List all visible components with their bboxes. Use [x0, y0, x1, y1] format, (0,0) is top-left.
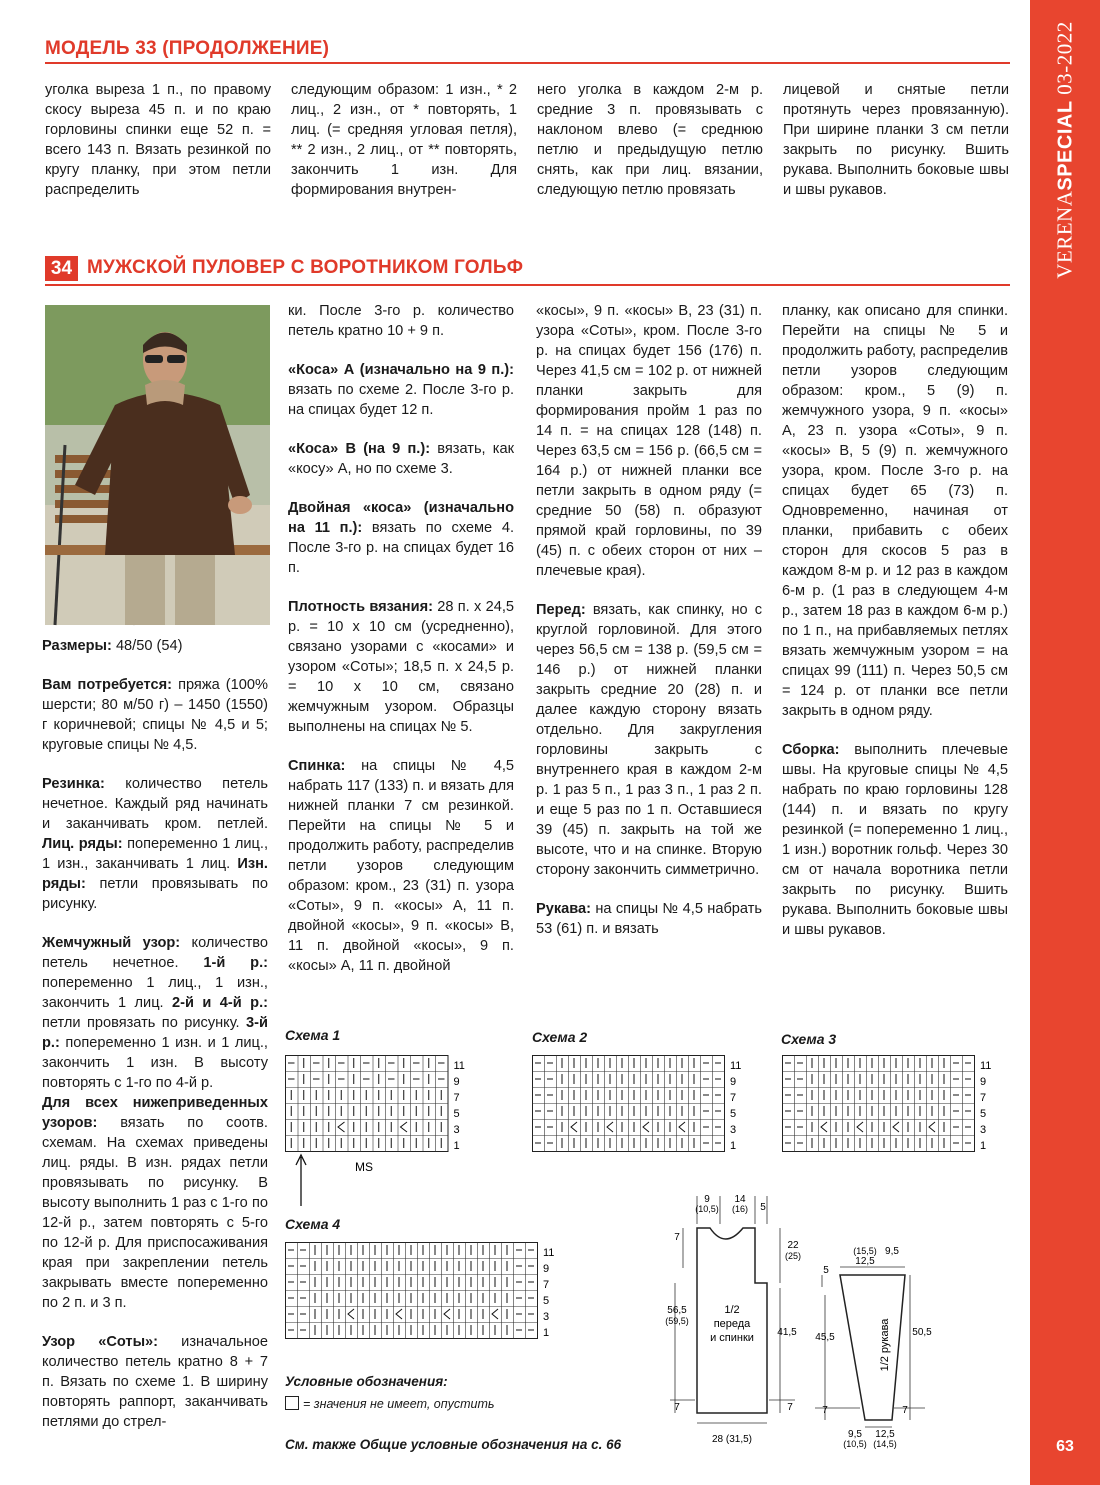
row-number: 7	[453, 1092, 460, 1104]
model-photo	[45, 305, 270, 625]
body-neck-drop: 7	[674, 1232, 680, 1243]
schema-1-label: Схема 1	[285, 1027, 341, 1043]
row-number: 7	[543, 1279, 550, 1291]
sleeve-bottom-left: 9,5	[848, 1429, 862, 1440]
cable-a-text: вязать по схеме 2. После 3-го р. на спицах будет 12 п.	[288, 382, 514, 418]
row-number: 7	[730, 1092, 737, 1104]
schema-3-chart	[782, 1055, 1002, 1165]
seed-r24-label: 2-й и 4-й р.:	[172, 995, 268, 1011]
body-armhole-alt: (25)	[784, 1251, 802, 1261]
row-number: 3	[730, 1124, 737, 1136]
row-number: 11	[980, 1060, 992, 1072]
body-label-3: и спинки	[710, 1332, 754, 1344]
sleeve-left-small: 5	[823, 1265, 829, 1276]
rib-rs-label: Лиц. ряды:	[42, 836, 123, 852]
back-cont: «косы», 9 п. «косы» В, 23 (31) п. узора «Соты», кром. После 3-го р. на спицах будет 156 (176) п. Через 41,5 см = 102 р. от нижней планки закрыть для формирования пройм 1 раз по 14 п. = на спицах 128 (148) п. Через 63,5 см = 156 р. (66,5 см = 164 р.) от нижней планки все петли закрыть в одном ряду (= средние 50 (58) п. образуют прямой край горловины, по 39 (45) п. с обеих сторон от них – плечевые края).	[536, 303, 762, 579]
sleeve-cont: планку, как описано для спинки. Перейти на спицы № 5 и продолжить работу, распределив петли узоров следующим образом: кром., 5 (9) п. жемчужного узора, 9 п. «косы» А, 23 п. узора «Соты», 9 п. «косы» В, 5 (9) п. жемчужного узора, кром. После 3-го р. на спицах будет 65 (73) п. Одновременно, начиная от планки, прибавить с обеих сторон для скосов 5 раз в каждом 8-м р. и 12 раз в каждом 6-м р. (1 раз в следующем 4-м р., затем 18 раз в каждом 6-м р.) по 1 п., на прибавляемых петлях вязать жемчужным узором = на спицах 99 (111) п. Через 50,5 см = 124 р. от планки все петли закрыть в одном ряду.	[782, 303, 1008, 719]
sleeve-label: 1/2 рукава	[879, 1318, 891, 1372]
sleeve-bottom-left-alt: (10,5)	[843, 1439, 867, 1449]
sizes-label: Размеры:	[42, 638, 112, 654]
row-number: 9	[453, 1076, 460, 1088]
legend-title: Условные обозначения:	[285, 1374, 448, 1389]
seed-r3-text: попеременно 1 изн. и 1 лиц., закончить 1 изн. В высоту повторять с 1-го по 4-й р.	[42, 1035, 268, 1091]
row-number: 1	[453, 1140, 460, 1152]
row-number: 5	[453, 1108, 460, 1120]
all-patterns-label: Для всех нижеприведенных узоров:	[42, 1095, 268, 1131]
double-cable-text: вязать по схеме 4. После 3-го р. на спицах будет 16 п.	[288, 520, 514, 576]
column-1	[42, 636, 268, 1432]
row-number: 3	[980, 1124, 987, 1136]
sleeve-text: на спицы № 4,5 набрать 53 (61) п. и вязать	[536, 901, 762, 937]
row-number: 11	[543, 1247, 555, 1259]
front-text: вязать, как спинку, но с круглой горловиной. Для этого через 56,5 см = 138 р. (59,5 см = 146 р.) от нижней планки закрыть средние 20 (28) п. и далее каждую сторону вязать отдельно. Для закругления горловины закрыть с внутреннего края в каждом 2-м р. 1 раз 5 п., 1 раз 3 п., 1 раз 2 п. и еще 5 раз по 1 п. Оставшиеся 39 (45) п. закрыть на той же высоте, что и на спинке. Вторую сторону закончить симметрично.	[536, 602, 762, 878]
sleeve-top: 12,5	[855, 1256, 875, 1267]
honeycomb-cont: ки. После 3-го р. количество петель кратно 10 + 9 п.	[288, 303, 514, 339]
assembly-text: выполнить плечевые швы. На круговые спицы № 4,5 набрать по краю горловины 128 (144) п. и вязать по кругу резинкой (= попеременно 1 лиц., 1 изн.) воротник гольф. Через 30 см от начала воротника петли закрыть по рисунку. Вшить рукава. Выполнить боковые швы и швы рукавов.	[782, 742, 1008, 938]
body-armhole: 22	[787, 1240, 799, 1251]
materials-text: пряжа (100% шерсти; 80 м/50 г) – 1450 (1550) г коричневой; спицы № 4,5 и 5; круговые спицы № 4,5.	[42, 677, 268, 753]
sleeve-bottom-right-alt: (14,5)	[873, 1439, 897, 1449]
row-number: 1	[543, 1327, 550, 1339]
cable-b-label: «Коса» В (на 9 п.):	[288, 441, 431, 457]
rib-text: количество петель нечетное. Каждый ряд начинать и заканчивать кром. петлей.	[42, 776, 268, 832]
row-number: 11	[453, 1060, 465, 1072]
rib-rs-text: попеременно 1 лиц., 1 изн., заканчивать 1 лиц.	[42, 836, 268, 872]
title-rule	[45, 62, 1010, 64]
gauge-text: 28 п. х 24,5 р. = 10 х 10 см (усредненно), связано узорами с «косами» и узором «Соты»; 18,5 п. х 24,5 р. = 10 х 10 см, связано жемчужным узором. Образцы выполнены на спицах № 5.	[288, 599, 515, 735]
sleeve-bottom-right: 12,5	[875, 1429, 895, 1440]
seed-label: Жемчужный узор:	[42, 935, 181, 951]
row-number: 9	[543, 1263, 550, 1275]
body-rib-right: 7	[787, 1402, 793, 1413]
column-4	[782, 301, 1008, 940]
body-top-left-alt: (10,5)	[695, 1204, 719, 1214]
model-number-badge: 34	[45, 256, 78, 281]
schema-4-label: Схема 4	[285, 1216, 341, 1232]
ms-label: MS	[355, 1160, 373, 1174]
rib-label: Резинка:	[42, 776, 105, 792]
continuation-col-1: уголка выреза 1 п., по правому скосу выреза 45 п. и по краю горловины спинки еще 52 п. = всего 143 п. Вязать резинкой по кругу планку, при этом петли распределить	[45, 82, 271, 198]
sleeve-rib-left: 7	[822, 1405, 828, 1416]
body-top-right: 5	[760, 1202, 766, 1213]
continuation-col-2: следующим образом: 1 изн., * 2 лиц., 2 изн., от * повторять, 1 лиц. (= средняя угловая петля), ** 2 изн., 2 лиц., от ** повторять, закончить 1 изн. Для формирования внутрен-	[291, 82, 517, 198]
sleeve-rib-right: 7	[902, 1405, 908, 1416]
rib-ws-text: петли провязывать по рисунку.	[42, 876, 268, 912]
continuation-col-3: него уголка в каждом 2-м р. средние 3 п. провязывать с наклоном влево (= среднюю петлю и предыдущую петлю снять, как при лиц. вязании, следующую петлю провязать	[537, 82, 763, 198]
body-side-length: 41,5	[777, 1327, 797, 1338]
see-also-note: См. также Общие условные обозначения на с. 66	[285, 1437, 622, 1452]
sleeve-label: Рукава:	[536, 901, 592, 917]
page-number: 63	[1056, 1438, 1074, 1455]
continuation-col-4: лицевой и снятые петли протянуть через провязанную). При ширине планки 3 см петли закрыть по рисунку. Вшить рукава. Выполнить боковые швы и швы рукавов.	[783, 82, 1009, 198]
row-number: 9	[980, 1076, 987, 1088]
seed-r1-text: попеременно 1 лиц., 1 изн., закончить 1 лиц.	[42, 975, 268, 1011]
row-number: 9	[730, 1076, 737, 1088]
back-text: на спицы № 4,5 набрать 117 (133) п. и вязать для нижней планки 7 см резинкой. Перейти на спицы № 5 и продолжить работу, распределив петли узоров следующим образом: кром., 23 (31) п. узора «Соты», 9 п. «косы» А, 11 п. двойной «косы», 9 п. «косы» В, 11 п. двойной «косы», 9 п. «косы» А, 11 п. двойной	[288, 758, 514, 974]
front-label: Перед:	[536, 602, 586, 618]
seed-r1-label: 1-й р.:	[203, 955, 268, 971]
brand-name: VERENA	[1052, 190, 1077, 279]
seed-text: количество петель нечетное.	[42, 935, 268, 971]
all-patterns-text: вязать по соотв. схемам. На схемах приведены лиц. ряды. В изн. рядах петли провязывать по рисунку. В высоту выполнить 1 раз с 1-го по 12-й р., затем повторять с 5-го по 12-й р. Для приспосаживания края при закреплении петель закрывать вместе попеременно по 2 п. и 3 п.	[42, 1115, 268, 1311]
body-top-mid-alt: (16)	[731, 1204, 749, 1214]
rib-ws-label: Изн. ряды:	[42, 856, 268, 892]
materials-label: Вам потребуется:	[42, 677, 172, 693]
sleeve-top-alt: (15,5)	[853, 1246, 877, 1256]
empty-cell-symbol	[285, 1396, 299, 1410]
gauge-label: Плотность вязания:	[288, 599, 433, 615]
sleeve-pattern-drawing	[810, 1246, 940, 1455]
row-number: 11	[730, 1060, 742, 1072]
body-bottom-width: 28 (31,5)	[711, 1434, 753, 1445]
column-2	[288, 301, 514, 976]
body-label-2: переда	[713, 1318, 751, 1330]
schema-2-chart	[532, 1055, 752, 1165]
sleeve-right-height: 50,5	[912, 1327, 932, 1338]
photo-illustration	[45, 305, 270, 625]
body-top-mid: 14	[734, 1194, 746, 1205]
sleeve-left-height: 45,5	[815, 1332, 835, 1343]
sizes-text: 48/50 (54)	[111, 638, 183, 654]
cable-b-text: вязать, как «косу» А, но по схеме 3.	[288, 441, 515, 477]
model-title: МУЖСКОЙ ПУЛОВЕР С ВОРОТНИКОМ ГОЛЬФ	[87, 257, 524, 278]
repeat-arrow-icon	[296, 1155, 306, 1206]
row-number: 5	[543, 1295, 550, 1307]
row-number: 7	[980, 1092, 987, 1104]
honeycomb-text: изначальное количество петель кратно 8 + 7 п. Вязать по схеме 1. В ширину повторять раппорт, заканчивать петлями до стрел-	[42, 1334, 268, 1430]
brand-special: SPECIAL	[1054, 100, 1077, 191]
issue-number: 03-2022	[1052, 21, 1077, 95]
assembly-label: Сборка:	[782, 742, 840, 758]
cable-a-label: «Коса» А (изначально на 9 п.):	[288, 362, 514, 378]
magazine-brand	[1053, 21, 1078, 279]
row-number: 1	[980, 1140, 987, 1152]
body-rib-left: 7	[674, 1402, 680, 1413]
seed-r3-label: 3-й р.:	[42, 1015, 268, 1051]
schema-1-chart	[285, 1055, 475, 1185]
body-height-alt: (59,5)	[665, 1316, 689, 1326]
schema-4-chart	[285, 1242, 565, 1352]
body-top-left: 9	[704, 1194, 710, 1205]
body-label-1: 1/2	[724, 1304, 740, 1316]
schema-2-label: Схема 2	[532, 1029, 588, 1045]
row-number: 3	[543, 1311, 550, 1323]
legend-item-text: = значения не имеет, опустить	[303, 1397, 495, 1411]
seed-r24-text: петли провязать по рисунку.	[42, 1015, 247, 1031]
column-3	[536, 301, 762, 939]
body-pattern-drawing	[655, 1188, 805, 1453]
row-number: 5	[730, 1108, 737, 1120]
continuation-title: МОДЕЛЬ 33 (ПРОДОЛЖЕНИЕ)	[45, 38, 330, 59]
honeycomb-label: Узор «Соты»:	[42, 1334, 159, 1350]
row-number: 1	[730, 1140, 737, 1152]
row-number: 5	[980, 1108, 987, 1120]
row-number: 3	[453, 1124, 460, 1136]
double-cable-label: Двойная «коса» (изначально на 11 п.):	[288, 500, 514, 536]
model-title-rule	[45, 284, 1010, 286]
body-height: 56,5	[667, 1305, 687, 1316]
sleeve-top-right: 9,5	[885, 1246, 899, 1257]
back-label: Спинка:	[288, 758, 346, 774]
schema-3-label: Схема 3	[781, 1031, 837, 1047]
